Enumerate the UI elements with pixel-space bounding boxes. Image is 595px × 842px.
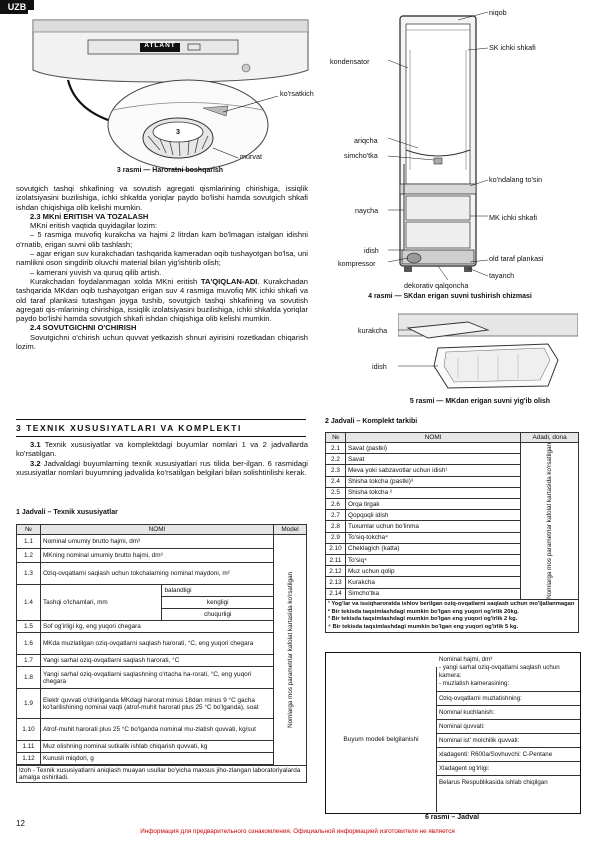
table-notes-row: [326, 599, 579, 632]
row-number: 2.4: [326, 476, 346, 487]
row-name: Orqa tirgak: [345, 499, 520, 510]
table-header-row: [326, 433, 579, 443]
row-name: Savat: [345, 454, 520, 465]
section-3-text: [16, 440, 308, 477]
row-name: MKda muzlatilgan oziq-ovqatlarni saqlash harorati, °C, eng yuqori chegara: [40, 633, 273, 655]
paragraph-prohibition: [16, 277, 308, 323]
row-number: 2.10: [326, 543, 346, 554]
row-name: Nominal umumiy brutto hajmi, dm³: [40, 535, 273, 549]
label-crossbar: ko'ndalang to'sin: [489, 175, 543, 184]
row-name: Meva yoki sabzavotlar uchun idish¹: [345, 465, 520, 476]
row-name: Yangi sarhal oziq-ovqatlarni saqlash harorati, °C: [40, 655, 273, 667]
paragraph: – 5 rasmiga muvofiq kurakcha va hajmi 2 litrdan kam bo'lmagan istalgan idishni o'rnatib, erigan suvni olib tashlash;: [16, 230, 308, 249]
plate-line: Belarus Respublikasida ishlab chiqilgan: [439, 779, 548, 786]
row-number: 2.3: [326, 465, 346, 476]
row-number: 1.10: [17, 719, 41, 741]
row-name: Elektr quvvati o'chirilganda MKdagi harorat minus 18dan minus 9 °C gacha ko'tarilishining nominal vaqti (atrof-muhit harorati plus 25 °C bo'lganda), soat: [40, 689, 273, 719]
row-name: Simcho'tka: [345, 588, 520, 599]
row-number: 2.8: [326, 521, 346, 532]
figure-5-caption: 5 rasmi — MKdan erigan suvni yig'ib olish: [409, 398, 551, 405]
row-subitem: kengligi: [162, 597, 274, 609]
plate-line: Nominal hajmi, dm³ - yangi sarhal oziq-ovqatlarni saqlash uchun kamera: - muzlatish kamerasining:: [436, 653, 580, 692]
figure-3-caption: 3 rasmi — Haroratni boshqarish: [116, 167, 224, 174]
figure-6-caption: 6 rasmi – Jadval: [424, 814, 480, 821]
row-number: 2.13: [326, 577, 346, 588]
row-number: 1.5: [17, 621, 41, 633]
row-number: 2.1: [326, 443, 346, 454]
rating-plate-left: [326, 667, 437, 812]
row-name: Kunusli miqdori, g: [40, 753, 273, 765]
model-column: [274, 535, 307, 766]
label-knob: murvat: [240, 152, 262, 161]
header-model: Model: [274, 525, 307, 535]
header-number: №: [17, 525, 41, 535]
table-row: [17, 753, 307, 765]
row-name: Savat (pastki): [345, 443, 520, 454]
row-number: 1.2: [17, 549, 41, 563]
table-1-specs: [16, 524, 307, 783]
label-kondensator: kondensator: [330, 57, 370, 66]
table-row: [17, 535, 307, 549]
table-row: [17, 621, 307, 633]
body-text: [16, 184, 308, 351]
paragraph-3-2: [16, 459, 308, 478]
language-tab: UZB: [0, 0, 34, 14]
table-note: Izoh - Texnik xususiyatlarni aniqlash muayan usullar bo'yicha maxsus jiho-zlangan laboratoriyalarda amalga oshiriladi.: [17, 766, 307, 783]
plate-line: Nominal quvvati:: [436, 720, 580, 734]
label-kompressor: kompressor: [338, 259, 376, 268]
row-number: 2.11: [326, 555, 346, 566]
row-name: Oziq-ovqatlarni saqlash uchun tokchalarning nominal maydoni, m²: [40, 563, 273, 585]
table-row: [17, 689, 307, 719]
figure-4-fridge-drain: [388, 10, 488, 280]
label-ariqcha: ariqcha: [354, 136, 378, 145]
row-name: Cheklagich (katta): [345, 543, 520, 554]
label-idish-fig5: idish: [372, 362, 387, 371]
table-2-title: 2 Jadvali – Komplekt tarkibi: [325, 418, 418, 425]
plate-line: Nominal ist' molchilik quvvati:: [436, 734, 580, 748]
table-note-row: [17, 766, 307, 783]
paragraph: Sovutgichni o'chirish uchun quvvat yetkazish shnuri ayirisini rozetkadan chiqarish lozim.: [16, 332, 308, 352]
row-name: Tashqi o'lchamlari, mm: [40, 585, 162, 621]
rating-plate-right: [436, 653, 580, 813]
figure-4-caption: 4 rasmi — SKdan erigan suvni tushirish chizmasi: [368, 293, 532, 300]
row-name: Sof og'irligi kg, eng yuqori chegara: [40, 621, 273, 633]
row-number: 2.12: [326, 566, 346, 577]
heading-2-3: 2.3 MKni ERITISH VA TOZALASH: [30, 211, 149, 221]
figure-3-thermostat: [28, 10, 318, 175]
text-run: Kurakchadan foydalanmagan xolda MKni eritish: [30, 276, 201, 286]
header-quantity: Adadi, dona: [521, 433, 579, 443]
label-dekorativ: dekorativ qalqoncha: [404, 281, 469, 290]
row-subitem: chuqurligi: [162, 609, 274, 621]
row-name: Yangi sarhal oziq-ovqatlarni saqlashning o'rtacha ha-rorati, °C, eng yuqori chegara: [40, 667, 273, 689]
section-3-title: 3 TEXNIK XUSUSIYATLARI VA KOMPLEKTI: [16, 419, 306, 437]
label-idish: idish: [364, 246, 379, 255]
label-mk-shelf: MK ichki shkafi: [489, 213, 537, 222]
heading-2-4: 2.4 SOVUTGICHNI O'CHIRISH: [30, 323, 137, 333]
row-name: To'siq⁴: [345, 555, 520, 566]
vertical-note: Nomlarga mos parametrlar kafolat kartasida ko'rsatilgan: [286, 572, 294, 728]
table-row: [17, 667, 307, 689]
row-number: 2.9: [326, 532, 346, 543]
paragraph: – kamerani yuvish va quruq qilib artish.: [30, 267, 162, 277]
row-name: Qopqoqli idish: [345, 510, 520, 521]
page-number: 12: [16, 819, 25, 828]
text-run: Jadvaldagi buyumlarning texnik xususiyatlari rus tilida ber-ilgan. 6 rasmidagi xususiyatlar nomlari buyumning jadvalida ko'rsatilgan belgilari bilan solishtirilishi kerak.: [16, 458, 308, 477]
vertical-note: Nomlarga mos parametrlar kafolat kartasida ko'rsatilgan: [546, 443, 554, 599]
table-2-components: [325, 432, 579, 633]
note: ⁴ Bir tekisda taqsimlashdagi mumkin bo'lgan eng yuqori og'irlik 5 kg.: [328, 623, 519, 630]
header-number: №: [326, 433, 346, 443]
table-row: [17, 549, 307, 563]
text-run: . Kurakchadan tashqarida MKdan oqib tushayotgan erigan suv 4 rasmiga muvofiq MK ichki shkafi va old taraf plankasi tutashgan joyga tushib, sovutgich tashqi shkafining va sovutish agregati qis-mlarining chirishiga, issiqlik izolatsiyasini buzilishiga, ichki shkafda yoriqlar paydo bo'lishi hamda sovutgich shkafi ishdan chiqishiga olib kelishi mumkin.: [16, 276, 308, 324]
brand-logo: ATLANT: [144, 42, 176, 49]
note: ³ Bir tekisda taqsimlashdagi mumkin bo'lgan eng yuqori og'irlik 2 kg.: [328, 616, 518, 623]
row-number: 1.7: [17, 655, 41, 667]
label-niqob: niqob: [489, 8, 507, 17]
text-run-bold: 3.2: [30, 458, 41, 468]
row-number: 2.2: [326, 454, 346, 465]
text-run-bold: 3.1: [30, 440, 41, 449]
table-1-title: 1 Jadvali – Texnik xususiyatlar: [16, 509, 118, 516]
row-number: 1.4: [17, 585, 41, 621]
label-tayanch: tayanch: [489, 271, 515, 280]
row-number: 1.9: [17, 689, 41, 719]
label-indicator: ko'rsatkich: [280, 89, 314, 98]
row-number: 1.6: [17, 633, 41, 655]
disclaimer: Информация для предварительного ознакомления. Официальной информацией изготовителя не является: [140, 828, 455, 835]
header-name: NOMI: [345, 433, 520, 443]
row-name: Shisha tokcha ²: [345, 487, 520, 498]
row-number: 1.8: [17, 667, 41, 689]
row-name: Muz uchun qolip: [345, 566, 520, 577]
row-number: 1.12: [17, 753, 41, 765]
row-name: Atrof-muhit harorati plus 25 °C bo'lganda nominal mu-zlatish quvvati, kg/sut: [40, 719, 273, 741]
row-name: Shisha tokcha (pastki)³: [345, 476, 520, 487]
text-run: Texnik xususiyatlar va komplektdagi buyumlar nomlari 1 va 2 jadvallarda ko'rsatilgan.: [16, 440, 308, 459]
row-name: Tuxumlar uchun bo'linma: [345, 521, 520, 532]
table-row: [17, 563, 307, 585]
note: ¹ Yog'lar va issiqharoratda ishlov berilgan oziq-ovqatlarni saqlash uchun mo'ljallanmagan: [328, 600, 575, 607]
plate-line: Nominal kuchlanish:: [436, 706, 580, 720]
figure-5-water-collection: [398, 308, 578, 393]
table-notes: [326, 599, 579, 632]
label-sk-shelf: SK ichki shkafi: [489, 43, 536, 52]
quantity-column: [521, 443, 579, 600]
paragraph: – agar erigan suv kurakchadan tashqarida kameradan oqib tushayotgan bo'lsa, uni namlikni oson singdirib oluvchi material bilan yig'ishtirib olish;: [16, 249, 308, 268]
paragraph-3-1: [16, 440, 308, 459]
text-run-bold: TA'QIQLAN-ADI: [200, 276, 258, 286]
figure-6-rating-plate: [325, 652, 581, 814]
model-designation-label: Buyum modeli belgilanishi: [343, 736, 419, 743]
row-subitem: balandligi: [162, 585, 274, 597]
table-row: [17, 633, 307, 655]
table-row: [326, 443, 579, 454]
paragraph: MKni eritish vaqtida quyidagilar lozim:: [30, 221, 158, 231]
header-name: NOMI: [40, 525, 273, 535]
row-number: 1.11: [17, 741, 41, 753]
label-kurakcha: kurakcha: [358, 326, 388, 335]
label-naycha: naycha: [355, 206, 379, 215]
table-row: [17, 719, 307, 741]
paragraph: sovutgich tashqi shkafining va sovutish agregati qismlarining chirishiga, issiqlik izolatsiyasini buzilishiga, ichki shkafda yoriqlar paydo bo'lishi hamda sovutgich shkafi ishdan chiqishiga olib kelishi mumkin.: [16, 184, 308, 212]
label-side-panels: old taraf plankasi: [489, 254, 544, 263]
row-number: 2.7: [326, 510, 346, 521]
row-name: Muz olishning nominal sutkalik ishlab chiqarish quvvati, kg: [40, 741, 273, 753]
row-number: 2.14: [326, 588, 346, 599]
label-simcho: simcho'tka: [344, 151, 378, 160]
table-row: [17, 585, 307, 597]
row-number: 1.1: [17, 535, 41, 549]
plate-line: xladagenti: R600a/Sovhuvchi: C-Pentane: [436, 748, 580, 762]
row-number: 1.3: [17, 563, 41, 585]
table-row: [17, 741, 307, 753]
row-number: 2.5: [326, 487, 346, 498]
row-name: MKning nominal umumiy brutto hajmi, dm³: [40, 549, 273, 563]
plate-line: Oziq-ovqatlarni muzlatishning:: [436, 692, 580, 706]
label-knob-number: 3: [176, 127, 180, 136]
table-row: [17, 655, 307, 667]
row-number: 2.6: [326, 499, 346, 510]
plate-line: Xladagent og'irligi:: [436, 762, 580, 776]
row-name: To'siq-tokcha⁴: [345, 532, 520, 543]
table-header-row: [17, 525, 307, 535]
note: ² Bir tekisda taqsimlashdagi mumkin bo'lgan eng yuqori og'irlik 20kg.: [328, 608, 519, 615]
row-name: Kurakcha: [345, 577, 520, 588]
